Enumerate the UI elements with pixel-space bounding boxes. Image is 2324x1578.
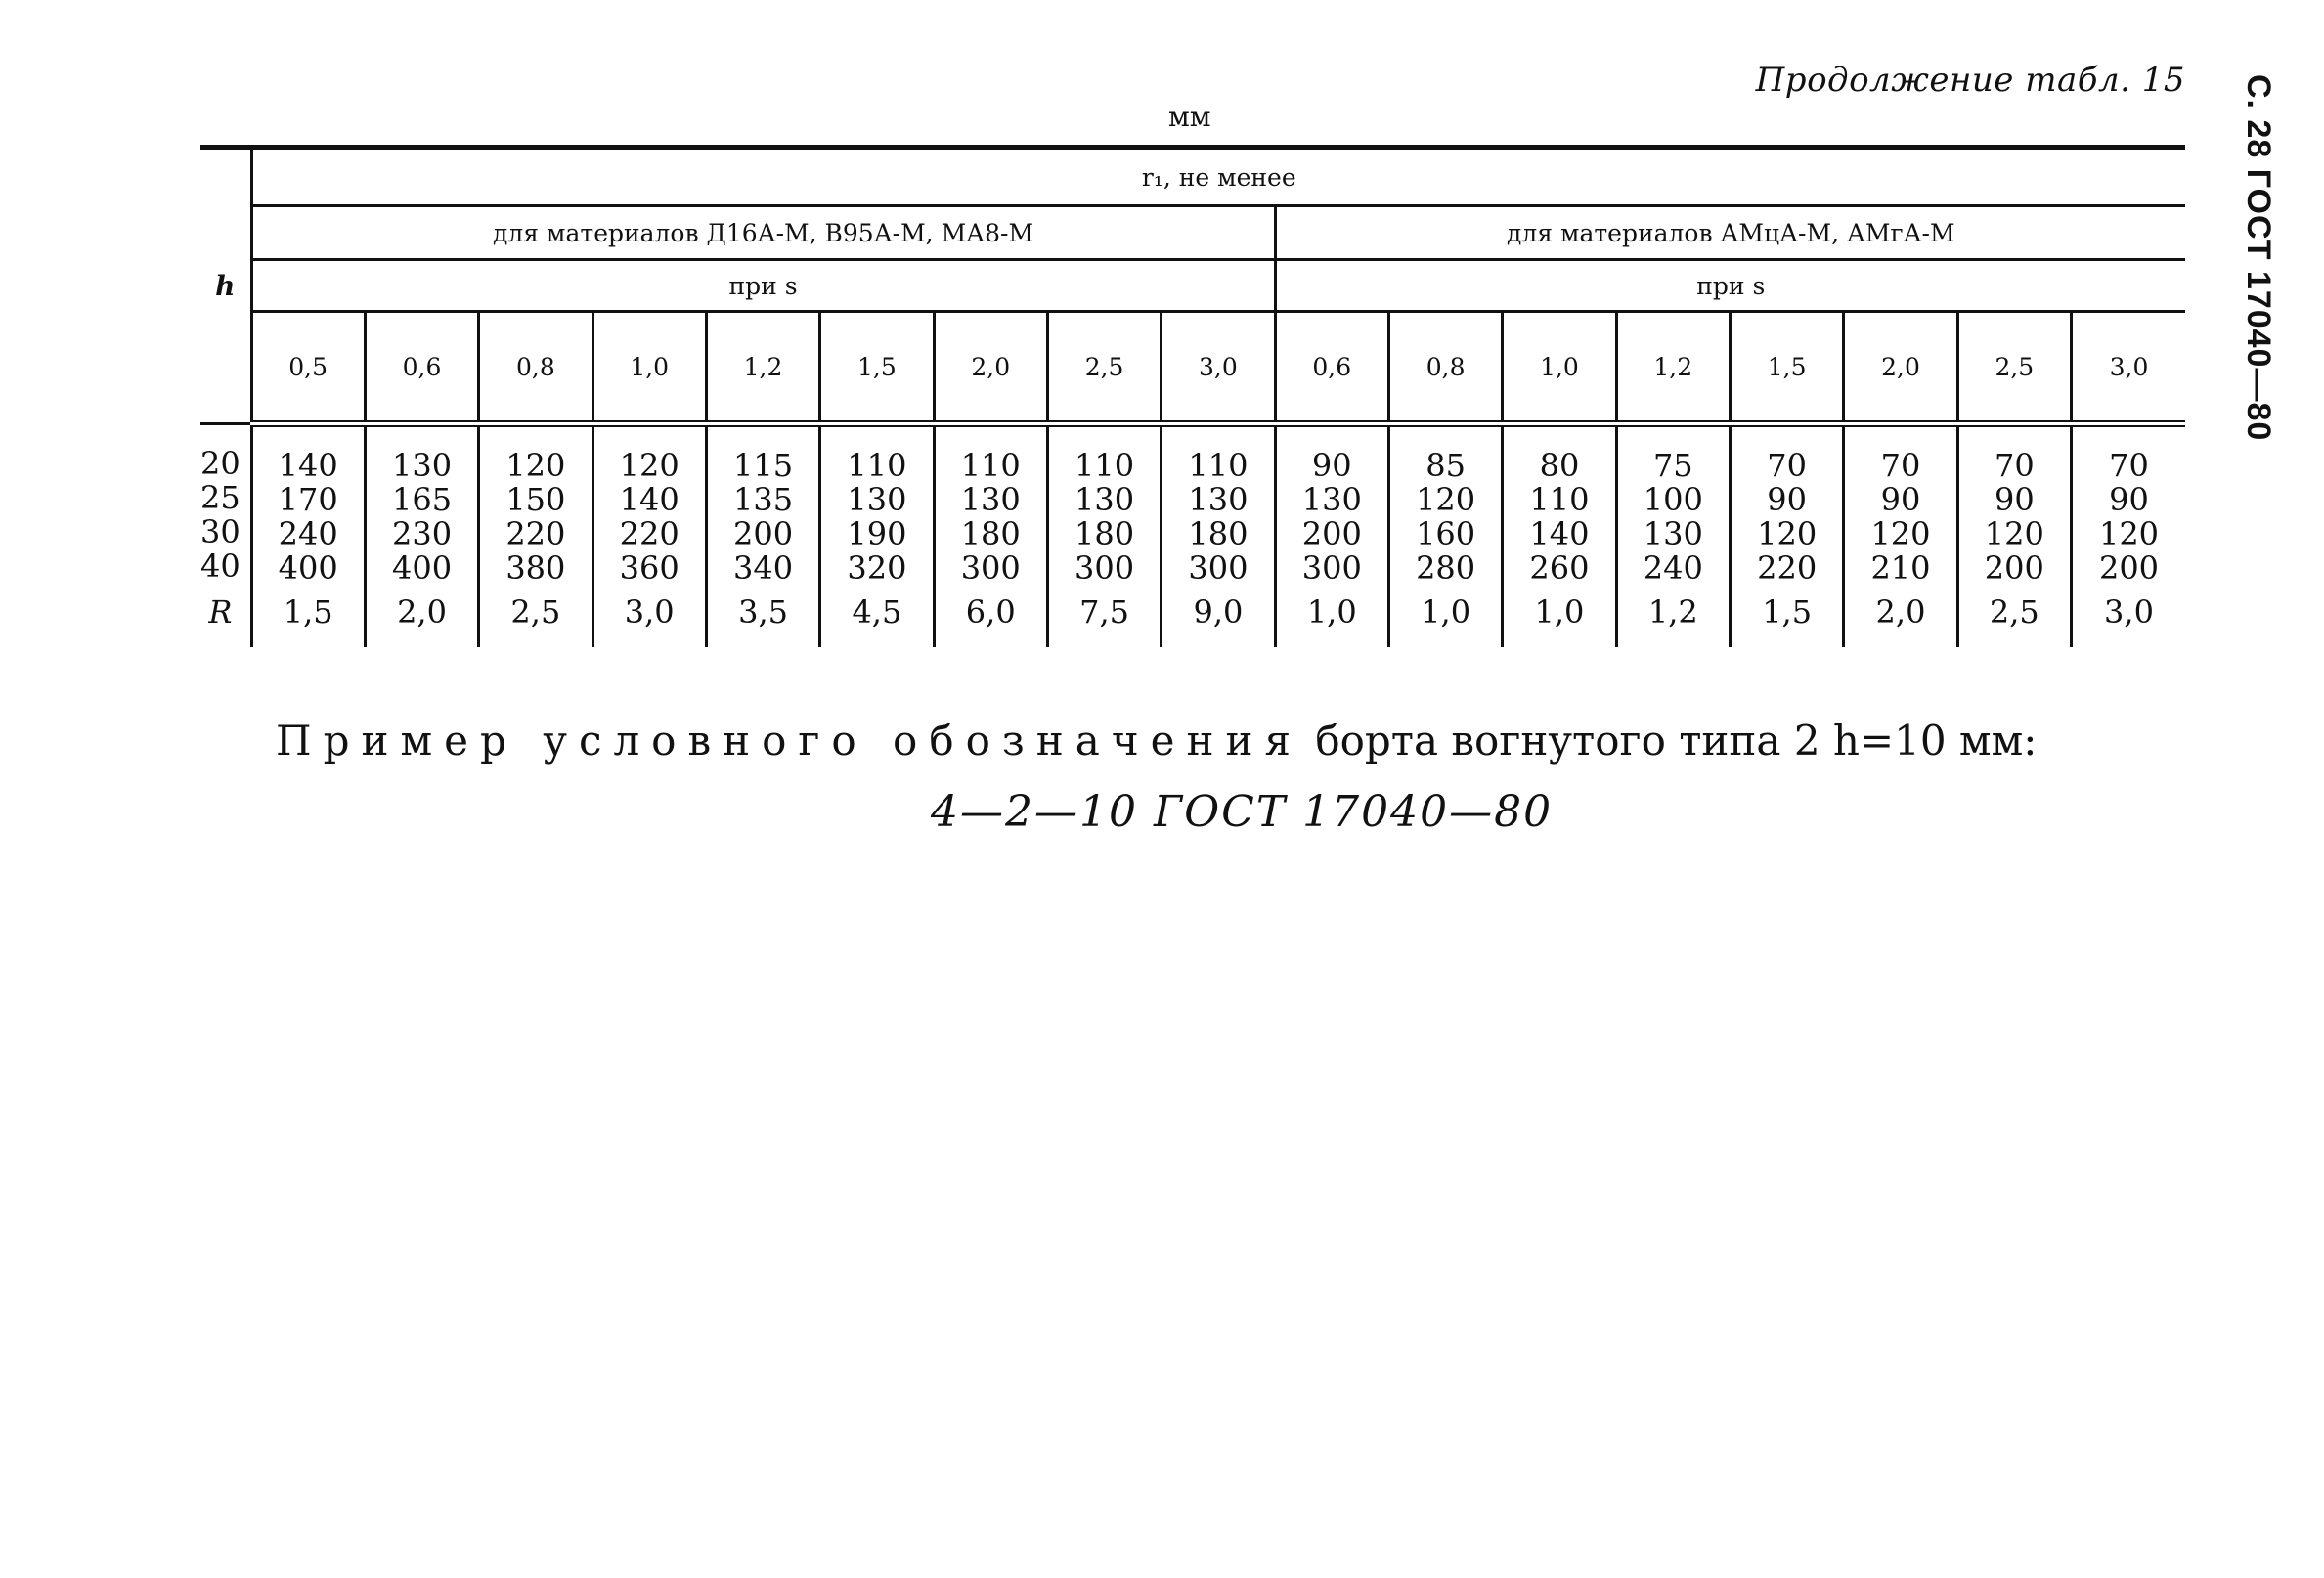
radius-value: 130 xyxy=(960,481,1021,518)
radius-value: 90 xyxy=(1880,481,1921,518)
r-value-cell: 6,0 xyxy=(934,592,1047,647)
radius-value: 190 xyxy=(847,515,907,552)
radius-column-cell xyxy=(1730,424,1843,592)
example-spaced-text: Пример условного обозначения xyxy=(276,717,1302,765)
radius-value: 400 xyxy=(278,549,338,587)
radius-value: 180 xyxy=(1188,515,1249,552)
group1-materials-header: для материалов Д16А-М, В95А-М, МА8-М xyxy=(251,206,1275,260)
thickness-value-header: 1,5 xyxy=(1730,312,1843,424)
h-values-cell xyxy=(200,424,251,592)
radius-value: 210 xyxy=(1870,549,1931,587)
radius-value: 165 xyxy=(391,481,453,518)
r-value-cell: 1,2 xyxy=(1616,592,1730,647)
radius-value: 340 xyxy=(733,549,794,587)
radius-value: 120 xyxy=(619,447,680,484)
group1-thickness-header: при s xyxy=(251,260,1275,312)
radius-column-cell xyxy=(934,424,1047,592)
radius-value: 70 xyxy=(2109,447,2149,484)
r-value-cell: 3,0 xyxy=(2072,592,2186,647)
radius-value: 200 xyxy=(733,515,794,552)
thickness-value-header: 0,5 xyxy=(251,312,365,424)
radius-value: 300 xyxy=(1301,549,1362,587)
thickness-value-header: 3,0 xyxy=(1162,312,1275,424)
r-value-cell: 1,0 xyxy=(1503,592,1616,647)
r-values-row xyxy=(200,592,2185,647)
radius-value: 180 xyxy=(1074,515,1135,552)
radius-value: 150 xyxy=(505,481,566,518)
thickness-value-header: 1,0 xyxy=(1503,312,1616,424)
radius-value: 70 xyxy=(1880,447,1921,484)
radius-value: 110 xyxy=(1074,447,1135,484)
radius-value: 135 xyxy=(733,481,794,518)
radius-column-cell xyxy=(1844,424,1957,592)
radius-column-cell xyxy=(1275,424,1388,592)
r-value-cell: 2,0 xyxy=(1844,592,1957,647)
r-value-cell: 7,5 xyxy=(1047,592,1161,647)
radius-value: 90 xyxy=(1767,481,1807,518)
radius-value: 120 xyxy=(1984,515,2044,552)
radius-value: 300 xyxy=(1188,549,1249,587)
r-value-cell: 2,0 xyxy=(365,592,478,647)
radius-value: 220 xyxy=(619,515,680,552)
radius-value: 130 xyxy=(1074,481,1135,518)
radius-value: 230 xyxy=(391,515,453,552)
r-value-cell: 2,5 xyxy=(1957,592,2071,647)
radius-value: 90 xyxy=(1994,481,2035,518)
radius-column-cell xyxy=(706,424,819,592)
radius-column-cell xyxy=(1162,424,1275,592)
radius-value: 90 xyxy=(2109,481,2149,518)
radius-value: 300 xyxy=(960,549,1021,587)
radius-value: 90 xyxy=(1311,447,1352,484)
unit-label: мм xyxy=(1168,101,1211,133)
thickness-value-header: 2,0 xyxy=(934,312,1047,424)
radius-value: 70 xyxy=(1994,447,2035,484)
designation-code: 4—2—10 ГОСТ 17040—80 xyxy=(931,787,1554,837)
radius-value: 400 xyxy=(391,549,453,587)
radius-value: 110 xyxy=(847,447,907,484)
radius-value: 300 xyxy=(1074,549,1135,587)
page-side-header: С. 28 ГОСТ 17040—80 xyxy=(2240,74,2277,442)
r-value-cell: 3,0 xyxy=(592,592,706,647)
radius-value: 320 xyxy=(847,549,907,587)
r-value-cell: 9,0 xyxy=(1162,592,1275,647)
radius-value: 160 xyxy=(1416,515,1476,552)
radius-value: 80 xyxy=(1539,447,1580,484)
radius-column-cell xyxy=(1616,424,1730,592)
radius-value: 110 xyxy=(1188,447,1249,484)
group2-thickness-header: при s xyxy=(1275,260,2185,312)
data-table-container xyxy=(200,145,2185,647)
radius-column-cell xyxy=(479,424,592,592)
radius-value: 140 xyxy=(278,447,338,484)
radius-column-cell xyxy=(1047,424,1161,592)
thickness-values-row xyxy=(200,312,2185,424)
radius-value: 130 xyxy=(391,447,453,484)
radius-column-cell xyxy=(1503,424,1616,592)
radius-value: 120 xyxy=(1870,515,1931,552)
radius-value: 130 xyxy=(1301,481,1362,518)
radius-value: 110 xyxy=(960,447,1021,484)
radius-value: 120 xyxy=(2098,515,2160,552)
r1-header: r₁, не менее xyxy=(251,148,2185,206)
thickness-value-header: 0,6 xyxy=(365,312,478,424)
radius-value: 75 xyxy=(1652,447,1693,484)
r-value-cell: 1,0 xyxy=(1388,592,1502,647)
radius-value: 220 xyxy=(505,515,566,552)
thickness-value-header: 0,8 xyxy=(1388,312,1502,424)
r-value-cell: 4,5 xyxy=(820,592,934,647)
radius-value: 120 xyxy=(1757,515,1818,552)
radius-value: 70 xyxy=(1767,447,1807,484)
h-value: 30 xyxy=(200,513,241,550)
r-value-cell: 1,5 xyxy=(251,592,365,647)
r-value-cell: 1,0 xyxy=(1275,592,1388,647)
radius-value: 240 xyxy=(278,515,338,552)
radius-value: 280 xyxy=(1416,549,1476,587)
table-continuation-caption: Продолжение табл. 15 xyxy=(1755,61,2185,100)
radius-value: 110 xyxy=(1529,481,1590,518)
r-label-cell: R xyxy=(208,593,233,631)
radius-values-row xyxy=(200,424,2185,592)
thickness-value-header: 1,0 xyxy=(592,312,706,424)
radius-column-cell xyxy=(365,424,478,592)
radius-column-cell xyxy=(1388,424,1502,592)
radius-value: 260 xyxy=(1529,549,1590,587)
radius-column-cell xyxy=(592,424,706,592)
thickness-value-header: 2,5 xyxy=(1047,312,1161,424)
radius-column-cell xyxy=(251,424,365,592)
radius-value: 120 xyxy=(1416,481,1476,518)
radius-value: 170 xyxy=(278,481,338,518)
radius-value: 220 xyxy=(1757,549,1818,587)
radius-value: 360 xyxy=(619,549,680,587)
radius-column-cell xyxy=(820,424,934,592)
thickness-value-header: 2,5 xyxy=(1957,312,2071,424)
example-designation-text xyxy=(276,717,2037,765)
thickness-value-header: 2,0 xyxy=(1844,312,1957,424)
h-column-header: h xyxy=(200,148,251,424)
thickness-value-header: 1,2 xyxy=(706,312,819,424)
r-value-cell: 1,5 xyxy=(1730,592,1843,647)
h-value: 40 xyxy=(200,548,241,585)
radius-column-cell xyxy=(1957,424,2071,592)
radius-value: 200 xyxy=(1301,515,1362,552)
thickness-value-header: 3,0 xyxy=(2072,312,2186,424)
radius-value: 200 xyxy=(2098,549,2160,587)
radius-value: 380 xyxy=(505,549,566,587)
thickness-value-header: 1,5 xyxy=(820,312,934,424)
r-value-cell: 3,5 xyxy=(706,592,819,647)
radius-value: 180 xyxy=(960,515,1021,552)
r-value-cell: 2,5 xyxy=(479,592,592,647)
radius-value: 240 xyxy=(1643,549,1703,587)
radius-value: 130 xyxy=(1643,515,1703,552)
thickness-value-header: 1,2 xyxy=(1616,312,1730,424)
radius-value: 140 xyxy=(1529,515,1590,552)
thickness-value-header: 0,6 xyxy=(1275,312,1388,424)
radius-value: 130 xyxy=(1188,481,1249,518)
group2-materials-header: для материалов АМцА-М, АМгА-М xyxy=(1275,206,2185,260)
h-value: 25 xyxy=(200,479,241,516)
radius-value: 130 xyxy=(847,481,907,518)
radius-value: 200 xyxy=(1984,549,2044,587)
thickness-value-header: 0,8 xyxy=(479,312,592,424)
radius-value: 120 xyxy=(505,447,566,484)
example-rest-text: борта вогнутого типа 2 h=10 мм: xyxy=(1315,717,2038,765)
bead-radius-table xyxy=(200,145,2185,647)
radius-value: 140 xyxy=(619,481,680,518)
radius-column-cell xyxy=(2072,424,2186,592)
radius-value: 115 xyxy=(733,447,794,484)
radius-value: 100 xyxy=(1643,481,1703,518)
radius-value: 85 xyxy=(1425,447,1466,484)
h-value: 20 xyxy=(200,445,241,482)
